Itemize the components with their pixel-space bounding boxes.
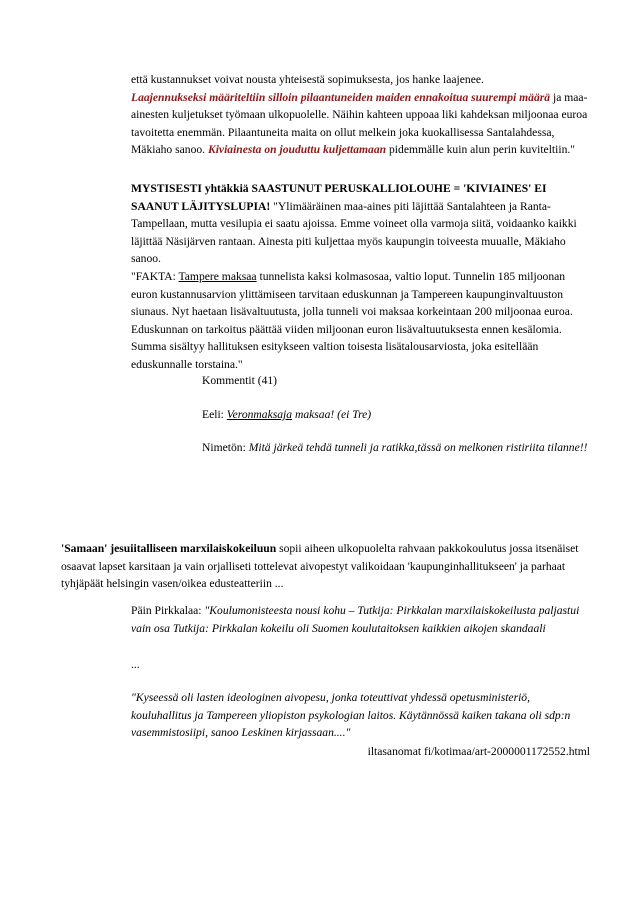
comment-author: Eeli: — [202, 408, 227, 421]
paragraph-text: sopii aiheen ulkopuolelta rahvaan pakkokoulutus jossa itsenäiset osaavat lapset karsitaan ja vain orjalliseti tottelevat aivopestyt valikoidaan 'kaupunginhallitukseen' ja parhaat tyhjäpäät helsingin vasen/oikea edusteatteriin ... — [61, 542, 579, 591]
paragraph-extension — [131, 71, 591, 159]
tampere-maksaa-link[interactable]: Tampere maksaa — [178, 270, 257, 283]
paragraph-text: "Ylimääräinen maa-aines piti läjittää Santalahteen ja Ranta-Tampellaan, mutta vesilupia ei saatu ajoissa. Emme voineet olla varmoja siitä, voidaanko kaikki läjittää Näsijärven rantaan. Ainesta piti kuljettaa myös kaupungin toiveesta muualle, Mäkiaho sanoo. — [131, 199, 577, 266]
comments-header: Kommentit (41) — [202, 374, 278, 387]
comment-text: Mitä järkeä tehdä tunneli ja ratikka,tässä on melkonen ristiriita tilanne!! — [248, 441, 588, 454]
paragraph-pirkkala — [131, 602, 591, 637]
comment-author: Nimetön: — [202, 441, 249, 454]
veronmaksaja-link[interactable]: Veronmaksaja — [226, 408, 293, 421]
comment-nimeton — [202, 439, 602, 457]
bold-heading: 'Samaan' jesuiitalliseen marxilaiskokeiluun — [61, 542, 277, 555]
paragraph-leskinen: "Kyseessä oli lasten ideologinen aivopesu, jonka toteuttivat yhdessä opetusministeriö, kouluhallitus ja Tampereen yliopiston psykologian laitos. Käytännössä kaiken takana oli sdp:n vasemmistosiipi, sanoo Leskinen kirjassaan...." — [131, 691, 571, 740]
paragraph-text: Päin Pirkkalaa: — [131, 604, 205, 617]
bold-heading: MYSTISESTI yhtäkkiä SAASTUNUT PERUSKALLIOLOUHE = 'KIVIAINES' EI SAANUT LÄJITYSLUPIA! — [131, 182, 547, 213]
paragraph-bedrock — [131, 180, 591, 268]
paragraph-text: pidemmälle kuin alun perin kuviteltiin." — [386, 143, 576, 157]
paragraph-text: ja maa-ainesten kuljetukset työmaan ulkopuolelle. Näihin kahteen uppoaa liki kahdeksan miljoonaa euroa tavoitetta enemmän. Pilaantuneita maita on ollut melkein joka kuokallisessa Santalahdessa, Mäkiaho sanoo. — [131, 90, 588, 157]
italic-quote: "Koulumonisteesta nousi kohu – Tutkija: Pirkkalan marxilaiskokeilusta paljastui vain osa Tutkija: Pirkkalan kokeilu oli Suomen koulutaitoksen kaikkien aikojen skandaali — [131, 604, 580, 635]
comment-text: maksaa! (ei Tre) — [292, 408, 372, 421]
paragraph-text: tunnelista kaksi kolmasosaa, valtio loput. Tunnelin 185 miljoonan euron kustannusarvion ylittämiseen tarvitaan eduskunnan ja Tampereen kaupunginvaltuuston siunaus. Nyt haetaan lisävaltuutusta, jolla tunneli voi maksaa korkeintaan 200 miljoonaa euroa. Eduskunnan on tarkoitus päättää viiden miljoonan euron lisävaltuutuksesta ennen kesälomia. Summa sisältyy hallituksen esitykseen valtion toisesta lisätalousarviosta, joka esitellään eduskunnalle torstaina." — [131, 270, 573, 371]
highlighted-quote: Kiviainesta on jouduttu kuljettamaan — [207, 143, 387, 157]
paragraph-text: että kustannukset voivat nousta yhteisestä sopimuksesta, jos hanke laajenee. — [131, 73, 484, 86]
paragraph-text: "FAKTA: — [131, 270, 179, 283]
source-url: iltasanomat fi/kotimaa/art-2000001172552.html — [367, 745, 590, 758]
ellipsis: ... — [131, 658, 140, 671]
paragraph-fakta — [131, 268, 591, 374]
highlighted-quote: Laajennukseksi määriteltiin silloin pilaantuneiden maiden ennakoitua suurempi määrä — [131, 90, 551, 104]
comment-eeli — [202, 406, 602, 424]
paragraph-marxilais — [61, 540, 591, 593]
